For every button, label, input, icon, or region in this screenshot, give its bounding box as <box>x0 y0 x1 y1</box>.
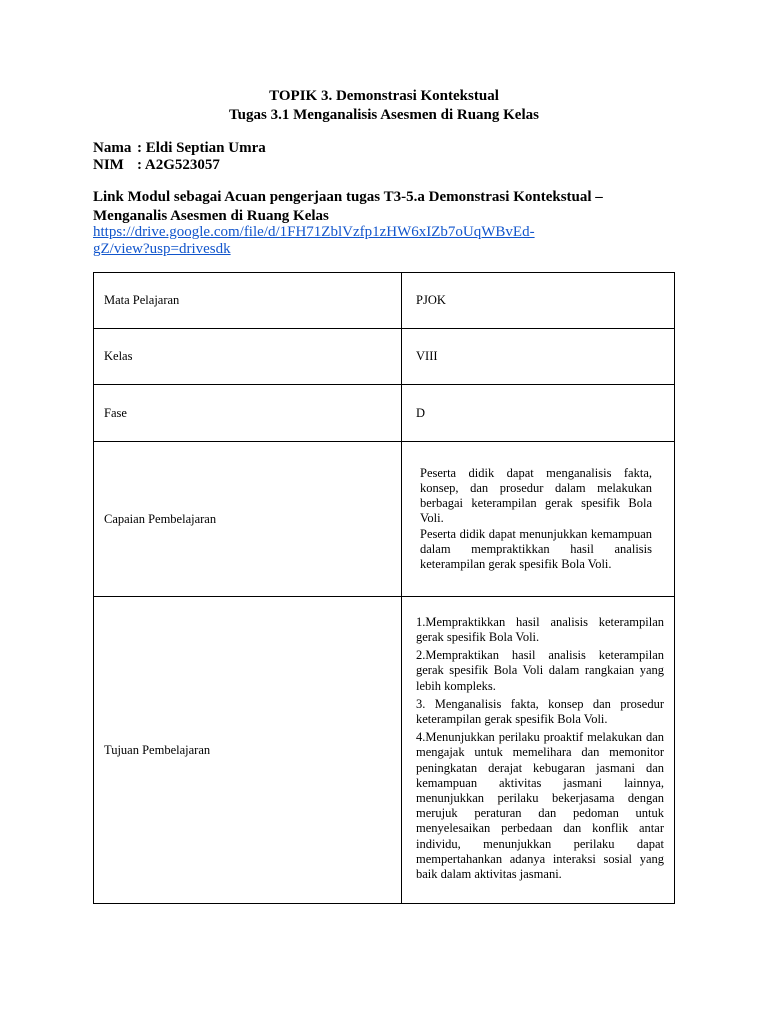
tujuan-pembelajaran-cell <box>402 597 675 904</box>
module-link-heading-line2: Menganalis Asesmen di Ruang Kelas <box>93 208 329 224</box>
document-subtitle: Tugas 3.1 Menganalisis Asesmen di Ruang Kelas <box>229 107 539 123</box>
name-label: Nama <box>93 140 132 156</box>
module-link-heading <box>93 188 653 226</box>
tujuan-item: 1.Mempraktikkan hasil analisis keterampilan gerak spesifik Bola Voli. <box>416 614 664 644</box>
tujuan-item: 4.Menunjukkan perilaku proaktif melakukan dan mengajak untuk memelihara dan memonitor peningkatan derajat kebugaran jasmani dan kemampuan aktivitas jasmani lainnya, menunjukkan perilaku bekerjasama dengan merujuk peraturan dan pedoman untuk menyelesaikan perbedaan dan konflik antar individu, menunjukkan perilaku dapat mempertahankan adanya interaksi sosial yang baik dalam aktivitas jasmani. <box>416 730 664 882</box>
nim-value: : A2G523057 <box>137 157 220 173</box>
table-row <box>94 329 675 385</box>
capaian-paragraph: Peserta didik dapat menganalisis fakta, konsep, dan prosedur dalam melakukan berbagai keterampilan gerak spesifik Bola Voli. <box>420 465 652 526</box>
module-link-url-line2[interactable]: gZ/view?usp=drivesdk <box>93 241 231 257</box>
table-row <box>94 385 675 442</box>
module-link-url-line1[interactable]: https://drive.google.com/file/d/1FH71ZblVzfp1zHW6xIZb7oUqWBvEd- <box>93 224 535 240</box>
module-link-heading-line1: Link Modul sebagai Acuan pengerjaan tugas T3-5.a Demonstrasi Kontekstual – <box>93 189 603 205</box>
row-label: Fase <box>94 385 402 442</box>
row-label: Kelas <box>94 329 402 385</box>
row-label: Tujuan Pembelajaran <box>94 597 402 904</box>
module-link-url[interactable] <box>93 224 653 258</box>
capaian-paragraph: Peserta didik dapat menunjukkan kemampuan dalam mempraktikkan hasil analisis keterampilan gerak spesifik Bola Voli. <box>420 526 652 571</box>
student-name-row <box>93 139 266 157</box>
student-nim-row <box>93 156 220 174</box>
tujuan-item: 2.Mempraktikan hasil analisis keterampilan gerak spesifik Bola Voli dalam rangkaian yang lebih kompleks. <box>416 648 664 693</box>
document-title: TOPIK 3. Demonstrasi Kontekstual <box>269 88 499 104</box>
capaian-pembelajaran-cell <box>402 442 675 597</box>
row-label: Capaian Pembelajaran <box>94 442 402 597</box>
name-value: : Eldi Septian Umra <box>137 140 266 156</box>
table-row <box>94 273 675 329</box>
row-label: Mata Pelajaran <box>94 273 402 329</box>
tujuan-item: 3. Menganalisis fakta, konsep dan prosedur keterampilan gerak spesifik Bola Voli. <box>416 696 664 726</box>
nim-label: NIM <box>93 157 124 173</box>
table-row <box>94 442 675 597</box>
row-value: D <box>402 385 675 442</box>
row-value: PJOK <box>402 273 675 329</box>
row-value: VIII <box>402 329 675 385</box>
table-row <box>94 597 675 904</box>
lesson-info-table <box>93 272 675 904</box>
